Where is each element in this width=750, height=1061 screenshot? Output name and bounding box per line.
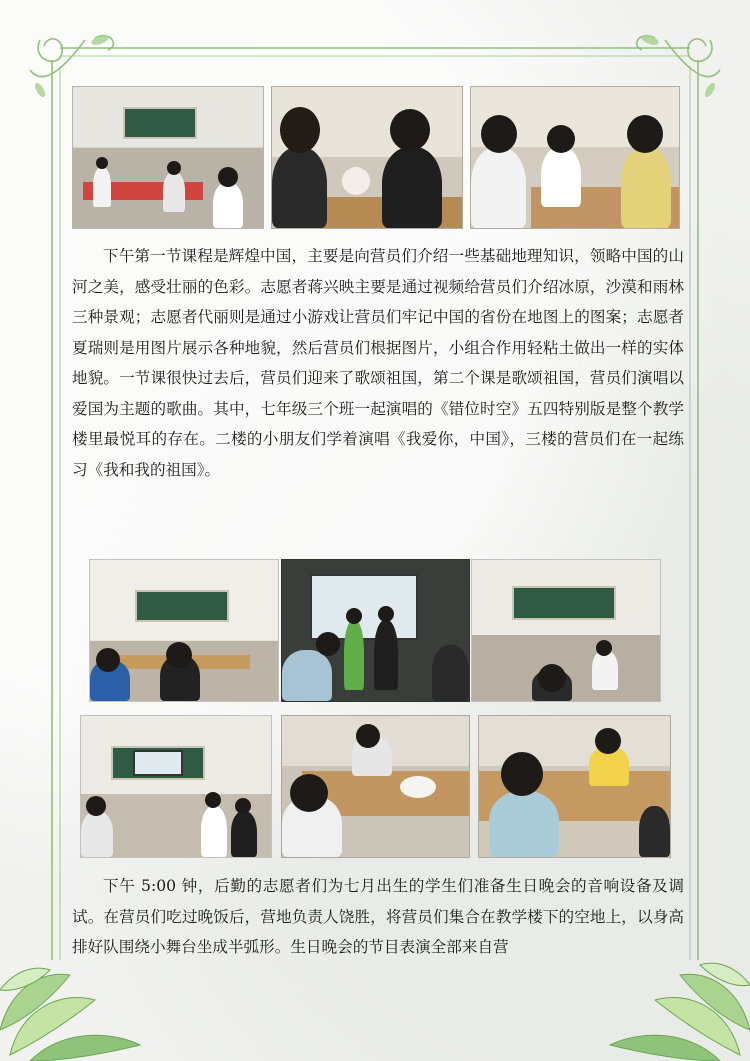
paragraph-1 [72, 241, 684, 485]
photo-volunteer-with-student [271, 86, 463, 229]
leaf-cluster-right [600, 930, 750, 1061]
photo-classroom-video-lesson [89, 559, 279, 702]
photo-students-at-desks [478, 715, 671, 858]
leaf-cluster-left [0, 930, 150, 1061]
photo-map-game [281, 559, 470, 702]
photo-clay-landforms [281, 715, 470, 858]
paragraph-2-text: 下午 5:00 钟，后勤的志愿者们为七月出生的学生们准备生日晚会的音响设备及调试。在营员们吃过晚饭后，营地负责人饶胜，将营员们集合在教学楼下的空地上，以身高排好队围绕小舞台坐成半弧形。生日晚会的节目表演全部来自营 [72, 877, 684, 956]
paragraph-2 [72, 871, 684, 963]
photo-singing-class [80, 715, 272, 858]
paragraph-1-text: 下午第一节课程是辉煌中国，主要是向营员们介绍一些基础地理知识，领略中国的山河之美，感受壮丽的色彩。志愿者蒋兴映主要是通过视频给营员们介绍冰原，沙漠和雨林三种景观；志愿者代丽则是通过小游戏让营员们牢记中国的省份在地图上的图案；志愿者夏瑞则是用图片展示各种地貌，然后营员们根据图片，小组合作用轻粘土做出一样的实体地貌。一节课很快过去后，营员们迎来了歌颂祖国，第二个课是歌颂祖国，营员们演唱以爱国为主题的歌曲。其中，七年级三个班一起演唱的《错位时空》五四特别版是整个教学楼里最悦耳的存在。二楼的小朋友们学着演唱《我爱你，中国》，三楼的营员们在一起练习《我和我的祖国》。 [72, 247, 684, 479]
photo-students-clay-work [470, 86, 680, 229]
photo-classroom-crafts [72, 86, 264, 229]
photo-classroom-activity [471, 559, 661, 702]
